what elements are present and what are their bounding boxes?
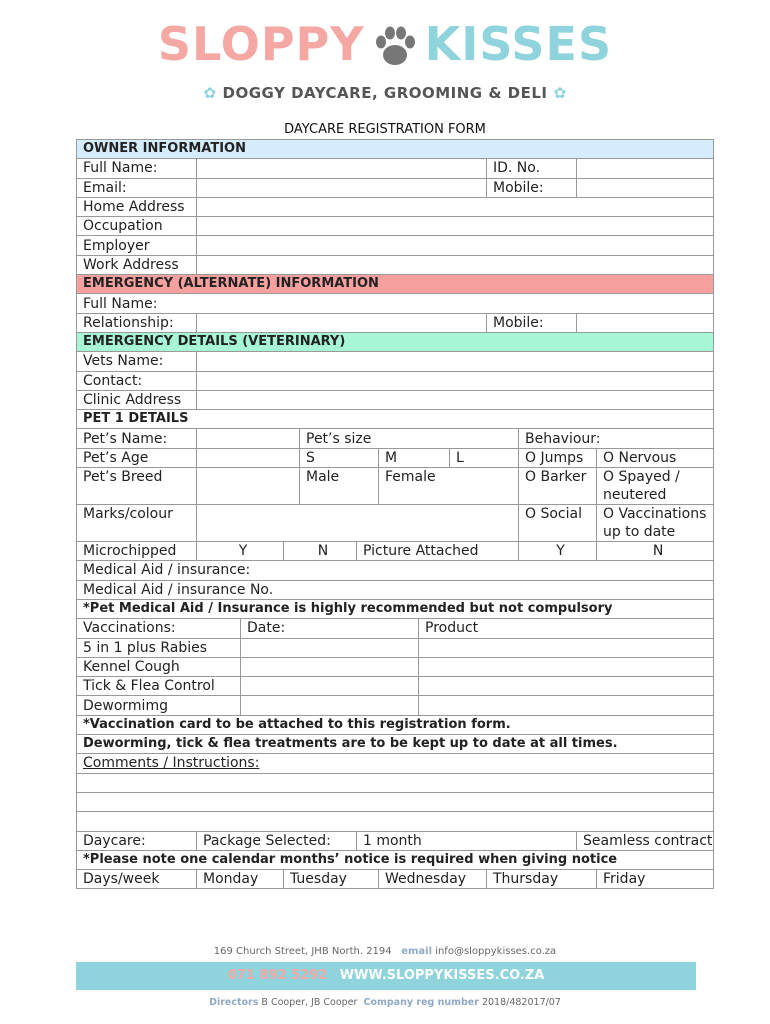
female-option[interactable]: Female bbox=[379, 468, 519, 505]
vaccine-item: 5 in 1 plus Rabies bbox=[77, 638, 241, 657]
footer-bar bbox=[76, 962, 696, 990]
package-selected-label: Package Selected: bbox=[197, 831, 357, 850]
relationship-label: Relationship: bbox=[77, 313, 197, 332]
emergency-full-name-label: Full Name: bbox=[77, 294, 714, 313]
owner-mobile-field[interactable] bbox=[577, 178, 714, 197]
size-l-option[interactable]: L bbox=[450, 448, 519, 467]
vaccine-date-field[interactable] bbox=[241, 696, 419, 715]
microchipped-yes[interactable]: Y bbox=[197, 542, 284, 561]
social-option[interactable]: O Social bbox=[519, 505, 597, 542]
home-address-label: Home Address bbox=[77, 197, 197, 216]
vaccine-date-field[interactable] bbox=[241, 638, 419, 657]
registration-form bbox=[76, 139, 714, 889]
comments-line[interactable] bbox=[77, 812, 714, 831]
behaviour-label: Behaviour: bbox=[519, 429, 714, 448]
brand-tagline-row bbox=[0, 84, 770, 102]
notice-note: *Please note one calendar months’ notice is required when giving notice bbox=[77, 850, 714, 869]
nervous-option[interactable]: O Nervous bbox=[597, 448, 714, 467]
home-address-field[interactable] bbox=[197, 197, 714, 216]
brand-tagline: DOGGY DAYCARE, GROOMING & DELI bbox=[222, 84, 548, 102]
vet-contact-label: Contact: bbox=[77, 371, 197, 390]
vets-name-field[interactable] bbox=[197, 352, 714, 371]
vaccinations-label: Vaccinations: bbox=[77, 619, 241, 638]
work-address-label: Work Address bbox=[77, 255, 197, 274]
owner-email-label: Email: bbox=[77, 178, 197, 197]
clinic-address-field[interactable] bbox=[197, 390, 714, 409]
vaccine-product-field[interactable] bbox=[419, 677, 714, 696]
day-thursday[interactable]: Thursday bbox=[487, 870, 597, 889]
picture-attached-label: Picture Attached bbox=[357, 542, 519, 561]
vet-contact-field[interactable] bbox=[197, 371, 714, 390]
comments-line[interactable] bbox=[77, 792, 714, 811]
vaccine-date-field[interactable] bbox=[241, 677, 419, 696]
reg-number: 2018/482017/07 bbox=[481, 997, 561, 1008]
owner-full-name-label: Full Name: bbox=[77, 159, 197, 178]
owner-id-field[interactable] bbox=[577, 159, 714, 178]
employer-label: Employer bbox=[77, 236, 197, 255]
paw-small-icon: ✿ bbox=[203, 84, 217, 102]
phone-number[interactable]: 071 892 5292 bbox=[227, 968, 328, 983]
day-friday[interactable]: Friday bbox=[597, 870, 714, 889]
jumps-option[interactable]: O Jumps bbox=[519, 448, 597, 467]
website-link[interactable]: WWW.SLOPPYKISSES.CO.ZA bbox=[339, 968, 545, 983]
size-m-option[interactable]: M bbox=[379, 448, 450, 467]
pets-age-label: Pet’s Age bbox=[77, 448, 197, 467]
vaccine-product-field[interactable] bbox=[419, 696, 714, 715]
footer-directors bbox=[0, 997, 770, 1008]
employer-field[interactable] bbox=[197, 236, 714, 255]
directors-label: Directors bbox=[209, 997, 259, 1008]
day-tuesday[interactable]: Tuesday bbox=[284, 870, 379, 889]
vaccine-product-field[interactable] bbox=[419, 657, 714, 676]
emergency-heading: EMERGENCY (ALTERNATE) INFORMATION bbox=[77, 275, 714, 294]
clinic-address-label: Clinic Address bbox=[77, 390, 197, 409]
barker-option[interactable]: O Barker bbox=[519, 468, 597, 505]
work-address-field[interactable] bbox=[197, 255, 714, 274]
pets-breed-label: Pet’s Breed bbox=[77, 468, 197, 505]
reg-label: Company reg number bbox=[363, 997, 479, 1008]
days-week-label: Days/week bbox=[77, 870, 197, 889]
microchipped-label: Microchipped bbox=[77, 542, 197, 561]
paw-icon bbox=[369, 22, 421, 74]
comments-label: Comments / Instructions: bbox=[77, 754, 714, 773]
pets-age-field[interactable] bbox=[197, 448, 300, 467]
vet-heading: EMERGENCY DETAILS (VETERINARY) bbox=[77, 332, 714, 351]
treatment-note: Deworming, tick & flea treatments are to be kept up to date at all times. bbox=[77, 735, 714, 754]
one-month-option[interactable]: 1 month bbox=[357, 831, 577, 850]
vaccine-date-field[interactable] bbox=[241, 657, 419, 676]
brand-name-left: SLOPPY bbox=[157, 17, 365, 71]
vaccination-date-header: Date: bbox=[241, 619, 419, 638]
pets-breed-field[interactable] bbox=[197, 468, 300, 505]
vaccine-item: Dewormimg bbox=[77, 696, 241, 715]
footer-address bbox=[0, 946, 770, 957]
vaccine-product-field[interactable] bbox=[419, 638, 714, 657]
picture-attached-yes[interactable]: Y bbox=[519, 542, 597, 561]
spayed-option[interactable]: O Spayed / neutered bbox=[597, 468, 714, 505]
owner-email-field[interactable] bbox=[197, 178, 487, 197]
day-wednesday[interactable]: Wednesday bbox=[379, 870, 487, 889]
directors-names: B Cooper, JB Cooper bbox=[261, 997, 358, 1008]
owner-id-label: ID. No. bbox=[487, 159, 577, 178]
emergency-mobile-label: Mobile: bbox=[487, 313, 577, 332]
microchipped-no[interactable]: N bbox=[284, 542, 357, 561]
occupation-field[interactable] bbox=[197, 217, 714, 236]
pets-name-label: Pet’s Name: bbox=[77, 429, 197, 448]
brand-logo bbox=[0, 14, 770, 74]
owner-full-name-field[interactable] bbox=[197, 159, 487, 178]
emergency-mobile-field[interactable] bbox=[577, 313, 714, 332]
marks-label: Marks/colour bbox=[77, 505, 197, 542]
vets-name-label: Vets Name: bbox=[77, 352, 197, 371]
picture-attached-no[interactable]: N bbox=[597, 542, 714, 561]
form-title: DAYCARE REGISTRATION FORM bbox=[284, 122, 486, 137]
owner-heading: OWNER INFORMATION bbox=[77, 140, 714, 159]
address-text: 169 Church Street, JHB North. 2194 bbox=[213, 946, 392, 957]
size-s-option[interactable]: S bbox=[300, 448, 379, 467]
email-label: email bbox=[401, 946, 432, 957]
medical-aid-no-label: Medical Aid / insurance No. bbox=[77, 580, 714, 599]
medical-aid-label: Medical Aid / insurance: bbox=[77, 561, 714, 580]
vaccine-item: Kennel Cough bbox=[77, 657, 241, 676]
owner-mobile-label: Mobile: bbox=[487, 178, 577, 197]
seamless-contract-option[interactable]: Seamless contract bbox=[577, 831, 714, 850]
relationship-field[interactable] bbox=[197, 313, 487, 332]
medical-aid-note: *Pet Medical Aid / Insurance is highly recommended but not compulsory bbox=[77, 599, 714, 618]
day-monday[interactable]: Monday bbox=[197, 870, 284, 889]
pets-size-label: Pet’s size bbox=[300, 429, 519, 448]
vaccinations-ok-option[interactable]: O Vaccinations up to date bbox=[597, 505, 714, 542]
pet-heading: PET 1 DETAILS bbox=[77, 410, 714, 429]
brand-name-right: KISSES bbox=[424, 17, 613, 71]
marks-field[interactable] bbox=[197, 505, 519, 542]
vaccine-item: Tick & Flea Control bbox=[77, 677, 241, 696]
paw-small-icon: ✿ bbox=[553, 84, 567, 102]
male-option[interactable]: Male bbox=[300, 468, 379, 505]
occupation-label: Occupation bbox=[77, 217, 197, 236]
email-link[interactable]: info@sloppykisses.co.za bbox=[435, 946, 557, 957]
pets-name-field[interactable] bbox=[197, 429, 300, 448]
vaccination-note: *Vaccination card to be attached to this registration form. bbox=[77, 715, 714, 734]
vaccination-product-header: Product bbox=[419, 619, 714, 638]
comments-line[interactable] bbox=[77, 773, 714, 792]
daycare-label: Daycare: bbox=[77, 831, 197, 850]
